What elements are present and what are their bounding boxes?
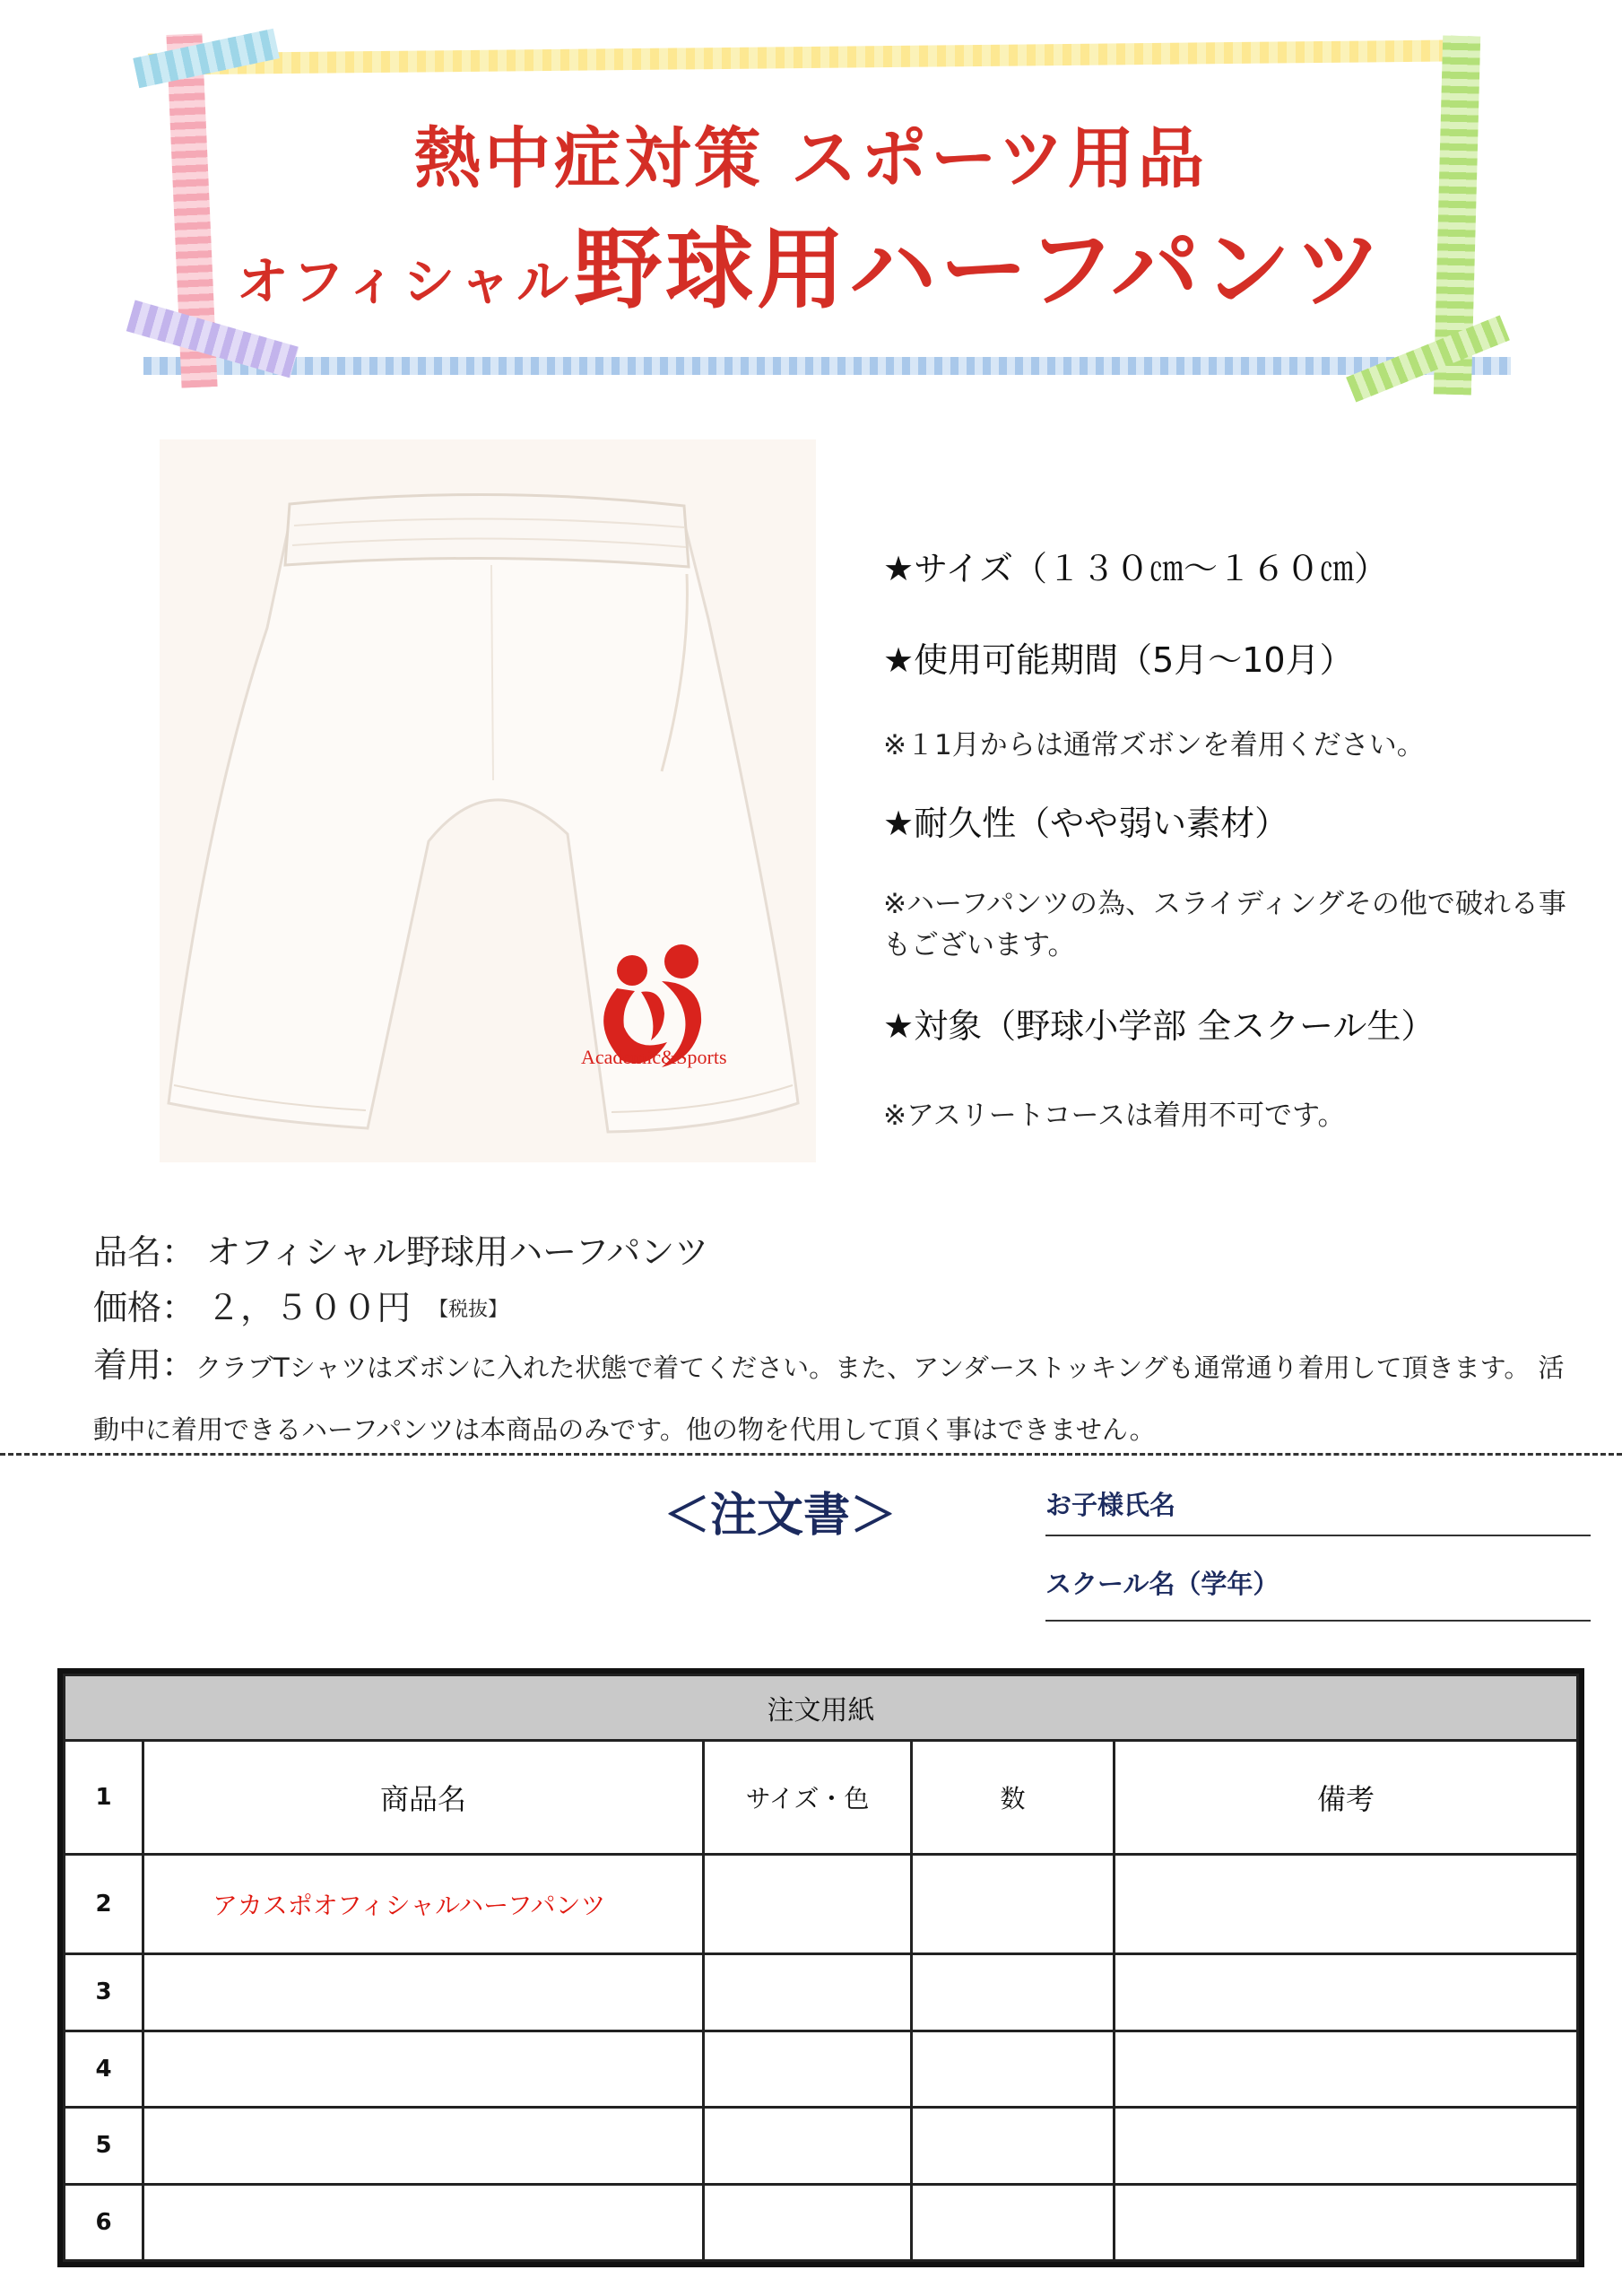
row-number: 3 — [65, 1954, 143, 2031]
product-cell[interactable] — [143, 2108, 704, 2184]
washi-tape-bottom — [143, 357, 1511, 375]
product-cell[interactable] — [143, 1954, 704, 2031]
usage-instructions — [93, 1335, 1582, 1459]
order-table — [57, 1668, 1584, 2267]
product-name: 品名： オフィシャル野球用ハーフパンツ — [93, 1232, 709, 1272]
remarks-cell[interactable] — [1115, 1854, 1578, 1953]
banner-title-main: 野球用ハーフパンツ — [574, 219, 1386, 321]
product-photo — [160, 439, 816, 1162]
quantity-cell[interactable] — [912, 1954, 1115, 2031]
table-row — [65, 2184, 1578, 2260]
child-name-field[interactable] — [1045, 1535, 1591, 1536]
size-color-cell[interactable] — [704, 2108, 912, 2184]
washi-tape-corner — [133, 29, 280, 89]
product-cell[interactable] — [143, 2184, 704, 2260]
banner-title-prefix: オフィシャル — [236, 251, 575, 312]
table-row — [65, 1854, 1578, 1953]
column-header-product: 商品名 — [143, 1741, 704, 1855]
product-cell[interactable] — [143, 2031, 704, 2107]
row-number: 1 — [65, 1741, 143, 1855]
quantity-cell[interactable] — [912, 1854, 1115, 1953]
remarks-cell[interactable] — [1115, 2031, 1578, 2107]
size-color-cell[interactable] — [704, 1954, 912, 2031]
quantity-cell[interactable] — [912, 2031, 1115, 2107]
info-durability: ★耐久性（やや弱い素材） — [883, 804, 1289, 843]
size-color-cell[interactable] — [704, 2184, 912, 2260]
school-name-label: スクール名（学年） — [1045, 1569, 1279, 1599]
remarks-cell[interactable] — [1115, 1954, 1578, 2031]
tax-note: 【税抜】 — [429, 1299, 508, 1321]
table-row — [65, 2031, 1578, 2107]
column-header-size-color: サイズ・色 — [704, 1741, 912, 1855]
size-color-cell[interactable] — [704, 2031, 912, 2107]
washi-tape-top — [148, 39, 1466, 74]
usage-text: クラブTシャツはズボンに入れた状態で着てください。また、アンダーストッキングも通常通り着用して頂きます。 活動中に着用できるハーフパンツは本商品のみです。他の物を代用して頂く事はできません。 — [93, 1352, 1565, 1445]
table-row — [65, 1954, 1578, 2031]
table-caption: 注文用紙 — [65, 1675, 1578, 1741]
row-number: 4 — [65, 2031, 143, 2107]
quantity-cell[interactable] — [912, 2108, 1115, 2184]
column-header-remarks: 備考 — [1115, 1741, 1578, 1855]
product-cell: アカスポオフィシャルハーフパンツ — [143, 1854, 704, 1953]
row-number: 6 — [65, 2184, 143, 2260]
info-period: ★使用可能期間（5月〜10月） — [883, 640, 1354, 680]
column-header-quantity: 数 — [912, 1741, 1115, 1855]
size-color-cell[interactable] — [704, 1854, 912, 1953]
info-target-note: ※アスリートコースは着用不可です。 — [883, 1100, 1346, 1132]
child-name-label: お子様氏名 — [1045, 1490, 1176, 1520]
banner-title-line1: 熱中症対策 スポーツ用品 — [414, 120, 1208, 197]
order-form-title: ＜注文書＞ — [664, 1489, 898, 1543]
header-banner — [0, 0, 1622, 413]
quantity-cell[interactable] — [912, 2184, 1115, 2260]
table-row — [65, 2108, 1578, 2184]
school-name-field[interactable] — [1045, 1620, 1591, 1622]
logo-text: Academic&Sports — [581, 1046, 727, 1068]
usage-label: 着用： — [93, 1345, 196, 1385]
row-number: 2 — [65, 1854, 143, 1953]
half-pants-image — [160, 439, 816, 1162]
remarks-cell[interactable] — [1115, 2108, 1578, 2184]
table-row — [65, 1741, 1578, 1855]
banner-title-line2 — [0, 199, 1622, 326]
info-period-note: ※１1月からは通常ズボンを着用ください。 — [883, 729, 1425, 761]
price-value: 価格： ２，５００円 — [93, 1288, 412, 1327]
cut-line — [0, 1453, 1622, 1456]
remarks-cell[interactable] — [1115, 2184, 1578, 2260]
info-size: ★サイズ（１３０㎝〜１６０㎝） — [883, 549, 1389, 588]
info-durability-note: ※ハーフパンツの為、スライディングその他で破れる事もございます。 — [883, 888, 1566, 961]
info-target: ★対象（野球小学部 全スクール生） — [883, 1006, 1436, 1046]
row-number: 5 — [65, 2108, 143, 2184]
product-price — [93, 1280, 507, 1329]
